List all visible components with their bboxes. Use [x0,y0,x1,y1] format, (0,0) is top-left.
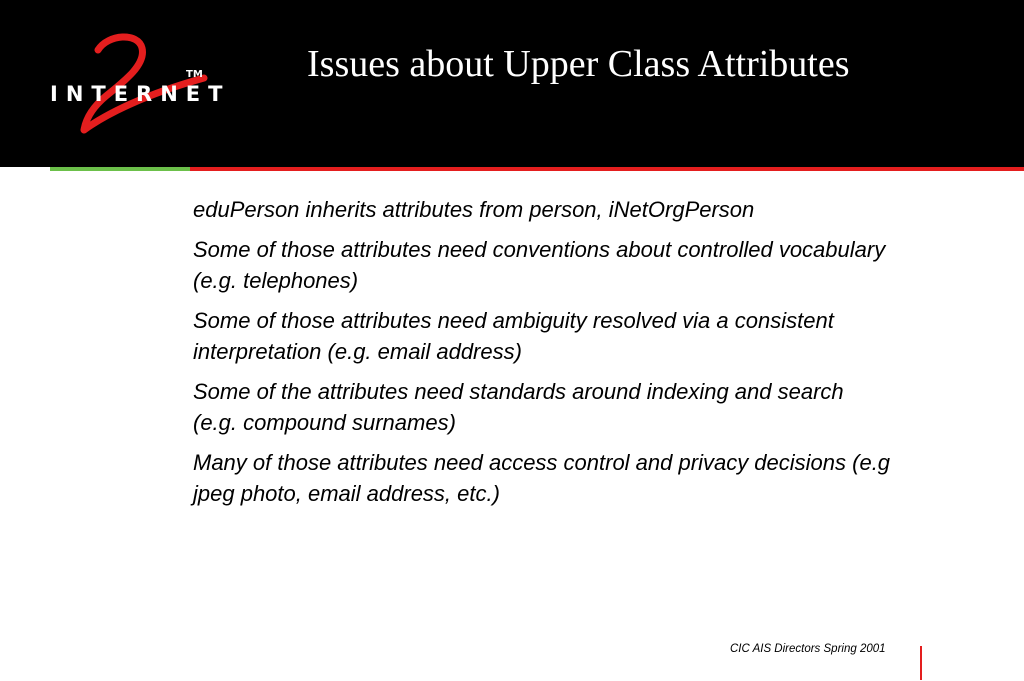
body-item: eduPerson inherits attributes from person, iNetOrgPerson [193,197,755,222]
body-item: Some of the attributes need standards around indexing and search (e.g. compound surnames) [193,379,844,435]
body-item: Many of those attributes need access control and privacy decisions (e.g jpeg photo, email address, etc.) [193,450,891,506]
logo-trademark: TM [186,69,203,80]
logo-wordmark: INTERNET [50,82,231,106]
body-item: Some of those attributes need conventions about controlled vocabulary (e.g. telephones) [193,237,886,293]
slide-title: Issues about Upper Class Attributes [307,43,850,85]
footer-rule [920,646,922,680]
slide-body [193,194,893,518]
body-item: Some of those attributes need ambiguity resolved via a consistent interpretation (e.g. email address) [193,308,834,364]
header-rule-green [50,167,190,171]
internet2-logo [46,30,231,140]
footer-caption: CIC AIS Directors Spring 2001 [730,643,886,655]
header-rule-red [190,167,1024,171]
